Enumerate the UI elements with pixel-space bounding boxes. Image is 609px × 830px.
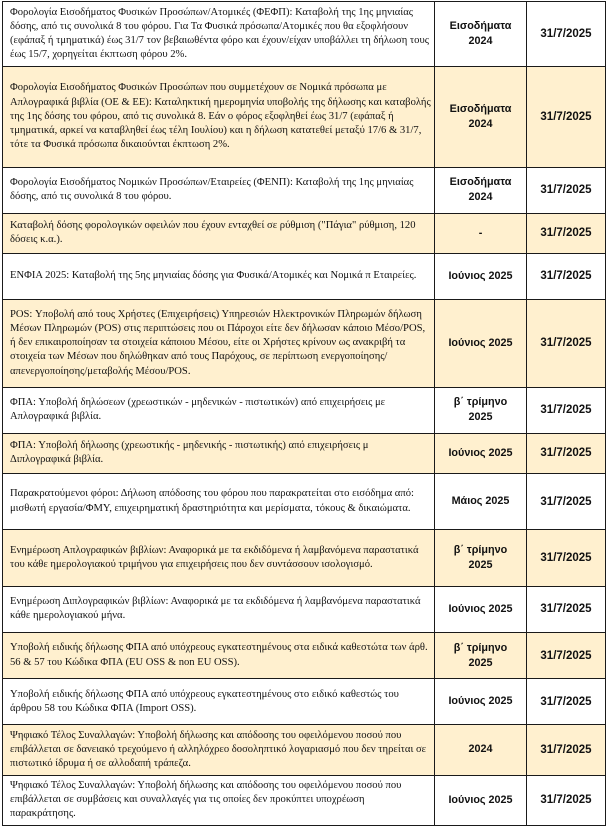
obligation-description: Υποβολή ειδικής δήλωσης ΦΠΑ από υπόχρεους εγκατεστημένους στα ειδικά καθεστώτα των άρθ. 56 & 57 του Κώδικα ΦΠΑ (EU OSS & non EU OSS). [3, 633, 435, 679]
due-date: 31/7/2025 [527, 66, 606, 167]
table-row [3, 2, 606, 67]
reference-period: Εισοδήματα 2024 [435, 66, 527, 167]
reference-period: Εισοδήματα 2024 [435, 2, 527, 67]
obligation-description: ΕΝΦΙΑ 2025: Καταβολή της 5ης μηνιαίας δόσης για Φυσικά/Ατομικές και Νομικά π Εταιρείες. [3, 253, 435, 299]
obligation-description: Καταβολή δόσης φορολογικών οφειλών που έχουν ενταχθεί σε ρύθμιση ("Πάγια" ρύθμιση, 120 δόσεις κ.α.). [3, 213, 435, 253]
reference-period: Εισοδήματα 2024 [435, 167, 527, 213]
table-row [3, 473, 606, 530]
due-date: 31/7/2025 [527, 679, 606, 725]
obligation-description: Ψηφιακό Τέλος Συναλλαγών: Υποβολή δήλωσης και απόδοσης του οφειλόμενου ποσού που επιβάλλεται σε δανειακό τρεχούμενο ή αλληλόχρεο δοσοληπτικό λογαριασμό που δεν τηρείται σε πιστωτικό ίδρυμα ή σε αλλοδαπή τράπεζα. [3, 725, 435, 775]
obligation-description: Παρακρατούμενοι φόροι: Δήλωση απόδοσης του φόρου που παρακρατείται στο εισόδημα από: μισθωτή εργασία/ΦΜΥ, επιχειρηματική δραστηριότητα και μερίσματα, τόκους & δικαιώματα. [3, 473, 435, 530]
table-row [3, 633, 606, 679]
due-date: 31/7/2025 [527, 2, 606, 67]
obligation-description: Φορολογία Εισοδήματος Φυσικών Προσώπων που συμμετέχουν σε Νομικά πρόσωπα με Απλογραφικά βιβλία (ΟΕ & ΕΕ): Καταληκτική ημερομηνία υποβολής της δήλωσης και καταβολής της 1ης δόσης του φόρου, από τις συνολικά 8. Εάν ο φόρος εξοφληθεί έως 31/7 (εφάπαξ ή τμηματικά, αρκεί να καταβληθεί έως τέλη Ιουλίου) και η δήλωση κατατεθεί μεταξύ 17/6 & 31/7, τότε τα Φυσικά πρόσωπα δικαιούνται έκπτωση 2%. [3, 66, 435, 167]
due-date: 31/7/2025 [527, 775, 606, 825]
due-date: 31/7/2025 [527, 387, 606, 433]
reference-period: Ιούνιος 2025 [435, 775, 527, 825]
obligation-description: POS: Υποβολή από τους Χρήστες (Επιχειρήσεις) Υπηρεσιών Ηλεκτρονικών Πληρωμών δήλωση Μέσων Πληρωμών (POS) στις περιπτώσεις που οι Πάροχοι είτε δεν δήλωσαν κάποιο Μέσο/POS, ή δεν επικαιροποίησαν τα στοιχεία κάποιου Μέσου, είτε οι Χρήστες κρίνουν ως ανακριβή τα στοιχεία των Μέσων που δηλώθηκαν από τους Παρόχους, σε περίπτωση ενεργοποίησης/απενεργοποίησης/μεταβολής Μέσου/POS. [3, 299, 435, 387]
obligation-description: Ψηφιακό Τέλος Συναλλαγών: Υποβολή δήλωσης και απόδοσης του οφειλόμενου ποσού που επιβάλλεται σε συμβάσεις και συναλλαγές για τις οποίες δεν προκύπτει υποχρέωση παρακράτησης. [3, 775, 435, 825]
obligation-description: Φορολογία Εισοδήματος Νομικών Προσώπων/Εταιρείες (ΦΕΝΠ): Καταβολή της 1ης μηνιαίας δόσης, από τις συνολικά 8 του φόρου. [3, 167, 435, 213]
reference-period: Ιούνιος 2025 [435, 586, 527, 632]
obligation-description: Ενημέρωση Απλογραφικών βιβλίων: Αναφορικά με τα εκδιδόμενα ή λαμβανόμενα παραστατικά του κάθε ημερολογιακού τριμήνου για επιχειρήσεις που δεν συντάσσουν ισολογισμό. [3, 530, 435, 587]
reference-period: Ιούνιος 2025 [435, 433, 527, 473]
reference-period: Ιούνιος 2025 [435, 679, 527, 725]
obligation-description: ΦΠΑ: Υποβολή δήλωσης (χρεωστικής - μηδενικής - πιστωτικής) από επιχειρήσεις μ Διπλογραφικά βιβλία. [3, 433, 435, 473]
obligation-description: ΦΠΑ: Υποβολή δηλώσεων (χρεωστικών - μηδενικών - πιστωτικών) από επιχειρήσεις με Απλογραφικά βιβλία. [3, 387, 435, 433]
table-row [3, 299, 606, 387]
reference-period: Μάιος 2025 [435, 473, 527, 530]
table-row [3, 213, 606, 253]
table-row [3, 433, 606, 473]
reference-period: β΄ τρίμηνο 2025 [435, 530, 527, 587]
table-body [3, 2, 606, 826]
obligation-description: Φορολογία Εισοδήματος Φυσικών Προσώπων/Ατομικές (ΦΕΦΠ): Καταβολή της 1ης μηνιαίας δόσης, από τις συνολικά 8 του φόρου. Για Τα Φυσικά πρόσωπα/Ατομικές που θα εξοφλήσουν (εφάπαξ ή τμηματικά) έως 31/7 τον βεβαιωθέντα φόρο και έχουν/είχαν υποβάλλει τη δήλωση τους έως 15/7, χορηγείται έκπτωση φόρου 2%. [3, 2, 435, 67]
tax-deadlines-table [2, 1, 606, 826]
due-date: 31/7/2025 [527, 473, 606, 530]
table-row [3, 775, 606, 825]
due-date: 31/7/2025 [527, 299, 606, 387]
due-date: 31/7/2025 [527, 530, 606, 587]
obligation-description: Ενημέρωση Διπλογραφικών βιβλίων: Αναφορικά με τα εκδιδόμενα ή λαμβανόμενα παραστατικά κάθε ημερολογιακού μήνα. [3, 586, 435, 632]
table-row [3, 725, 606, 775]
reference-period: Ιούνιος 2025 [435, 253, 527, 299]
table-row [3, 66, 606, 167]
due-date: 31/7/2025 [527, 213, 606, 253]
due-date: 31/7/2025 [527, 633, 606, 679]
reference-period: Ιούνιος 2025 [435, 299, 527, 387]
table-row [3, 167, 606, 213]
due-date: 31/7/2025 [527, 586, 606, 632]
due-date: 31/7/2025 [527, 167, 606, 213]
table-row [3, 253, 606, 299]
reference-period: β΄ τρίμηνο 2025 [435, 633, 527, 679]
due-date: 31/7/2025 [527, 253, 606, 299]
table-row [3, 586, 606, 632]
table-row [3, 679, 606, 725]
due-date: 31/7/2025 [527, 433, 606, 473]
table-row [3, 387, 606, 433]
due-date: 31/7/2025 [527, 725, 606, 775]
table-row [3, 530, 606, 587]
reference-period: - [435, 213, 527, 253]
reference-period: β΄ τρίμηνο 2025 [435, 387, 527, 433]
reference-period: 2024 [435, 725, 527, 775]
obligation-description: Υποβολή ειδικής δήλωσης ΦΠΑ από υπόχρεους εγκατεστημένους στο ειδικό καθεστώς του άρθρου 58 του Κώδικα ΦΠΑ (Import OSS). [3, 679, 435, 725]
